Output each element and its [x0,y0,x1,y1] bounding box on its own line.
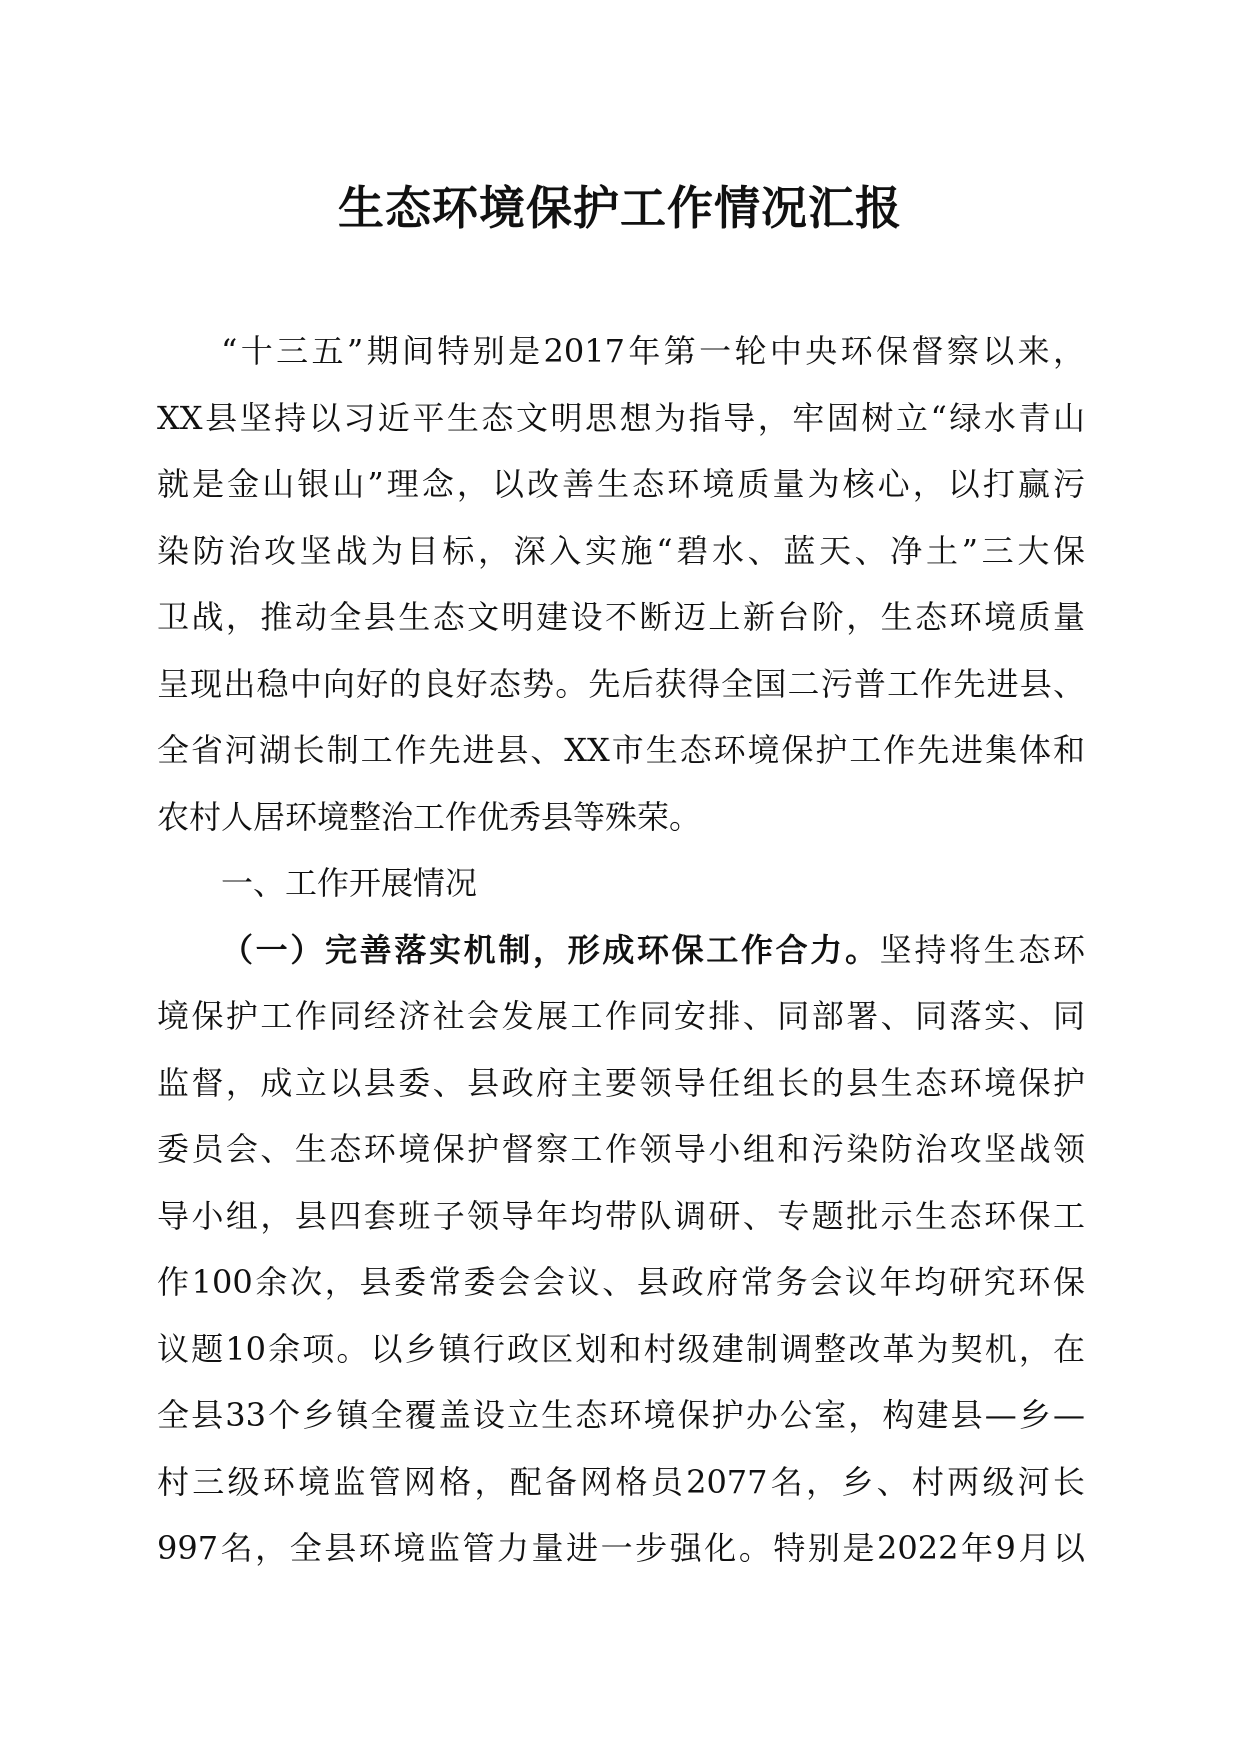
subsection-first-line-text: 坚持将生态环 [879,930,1085,969]
body-line: 境保护工作同经济社会发展工作同安排、同部署、同落实、同 [157,997,1085,1035]
section-heading: 一、工作开展情况 [221,864,478,902]
body-line: 委员会、生态环境保护督察工作领导小组和污染防治攻坚战领 [157,1130,1085,1168]
body-line: 导小组，县四套班子领导年均带队调研、专题批示生态环保工 [157,1196,1085,1235]
intro-line: XX县坚持以习近平生态文明思想为指导，牢固树立“绿水青山 [157,398,1085,437]
intro-line: 呈现出稳中向好的良好态势。先后获得全国二污普工作先进县、 [157,664,1085,703]
intro-line: 农村人居环境整治工作优秀县等殊荣。 [157,797,702,836]
intro-line: 卫战，推动全县生态文明建设不断迈上新台阶，生态环境质量 [157,598,1085,636]
body-line: 作100余次，县委常委会会议、县政府常务会议年均研究环保 [157,1263,1085,1301]
body-line: 监督，成立以县委、县政府主要领导任组长的县生态环境保护 [157,1063,1085,1102]
document-title: 生态环境保护工作情况汇报 [338,181,902,235]
subsection-first-line [157,917,1085,984]
body-line: 997名，全县环境监管力量进一步强化。特别是2022年9月以 [157,1529,1085,1567]
intro-line: “十三五”期间特别是2017年第一轮中央环保督察以来， [221,332,1085,370]
document-body [157,318,1085,1582]
body-line: 全县33个乡镇全覆盖设立生态环境保护办公室，构建县—乡— [157,1396,1085,1434]
body-line: 议题10余项。以乡镇行政区划和村级建制调整改革为契机，在 [157,1329,1085,1368]
subsection-heading: （一）完善落实机制，形成环保工作合力。 [221,930,880,969]
intro-line: 全省河湖长制工作先进县、XX市生态环境保护工作先进集体和 [157,731,1085,769]
intro-line: 就是金山银山”理念，以改善生态环境质量为核心，以打赢污 [157,465,1085,503]
body-line: 村三级环境监管网格，配备网格员2077名，乡、村两级河长 [157,1462,1085,1501]
intro-line: 染防治攻坚战为目标，深入实施“碧水、蓝天、净土”三大保 [157,531,1085,570]
